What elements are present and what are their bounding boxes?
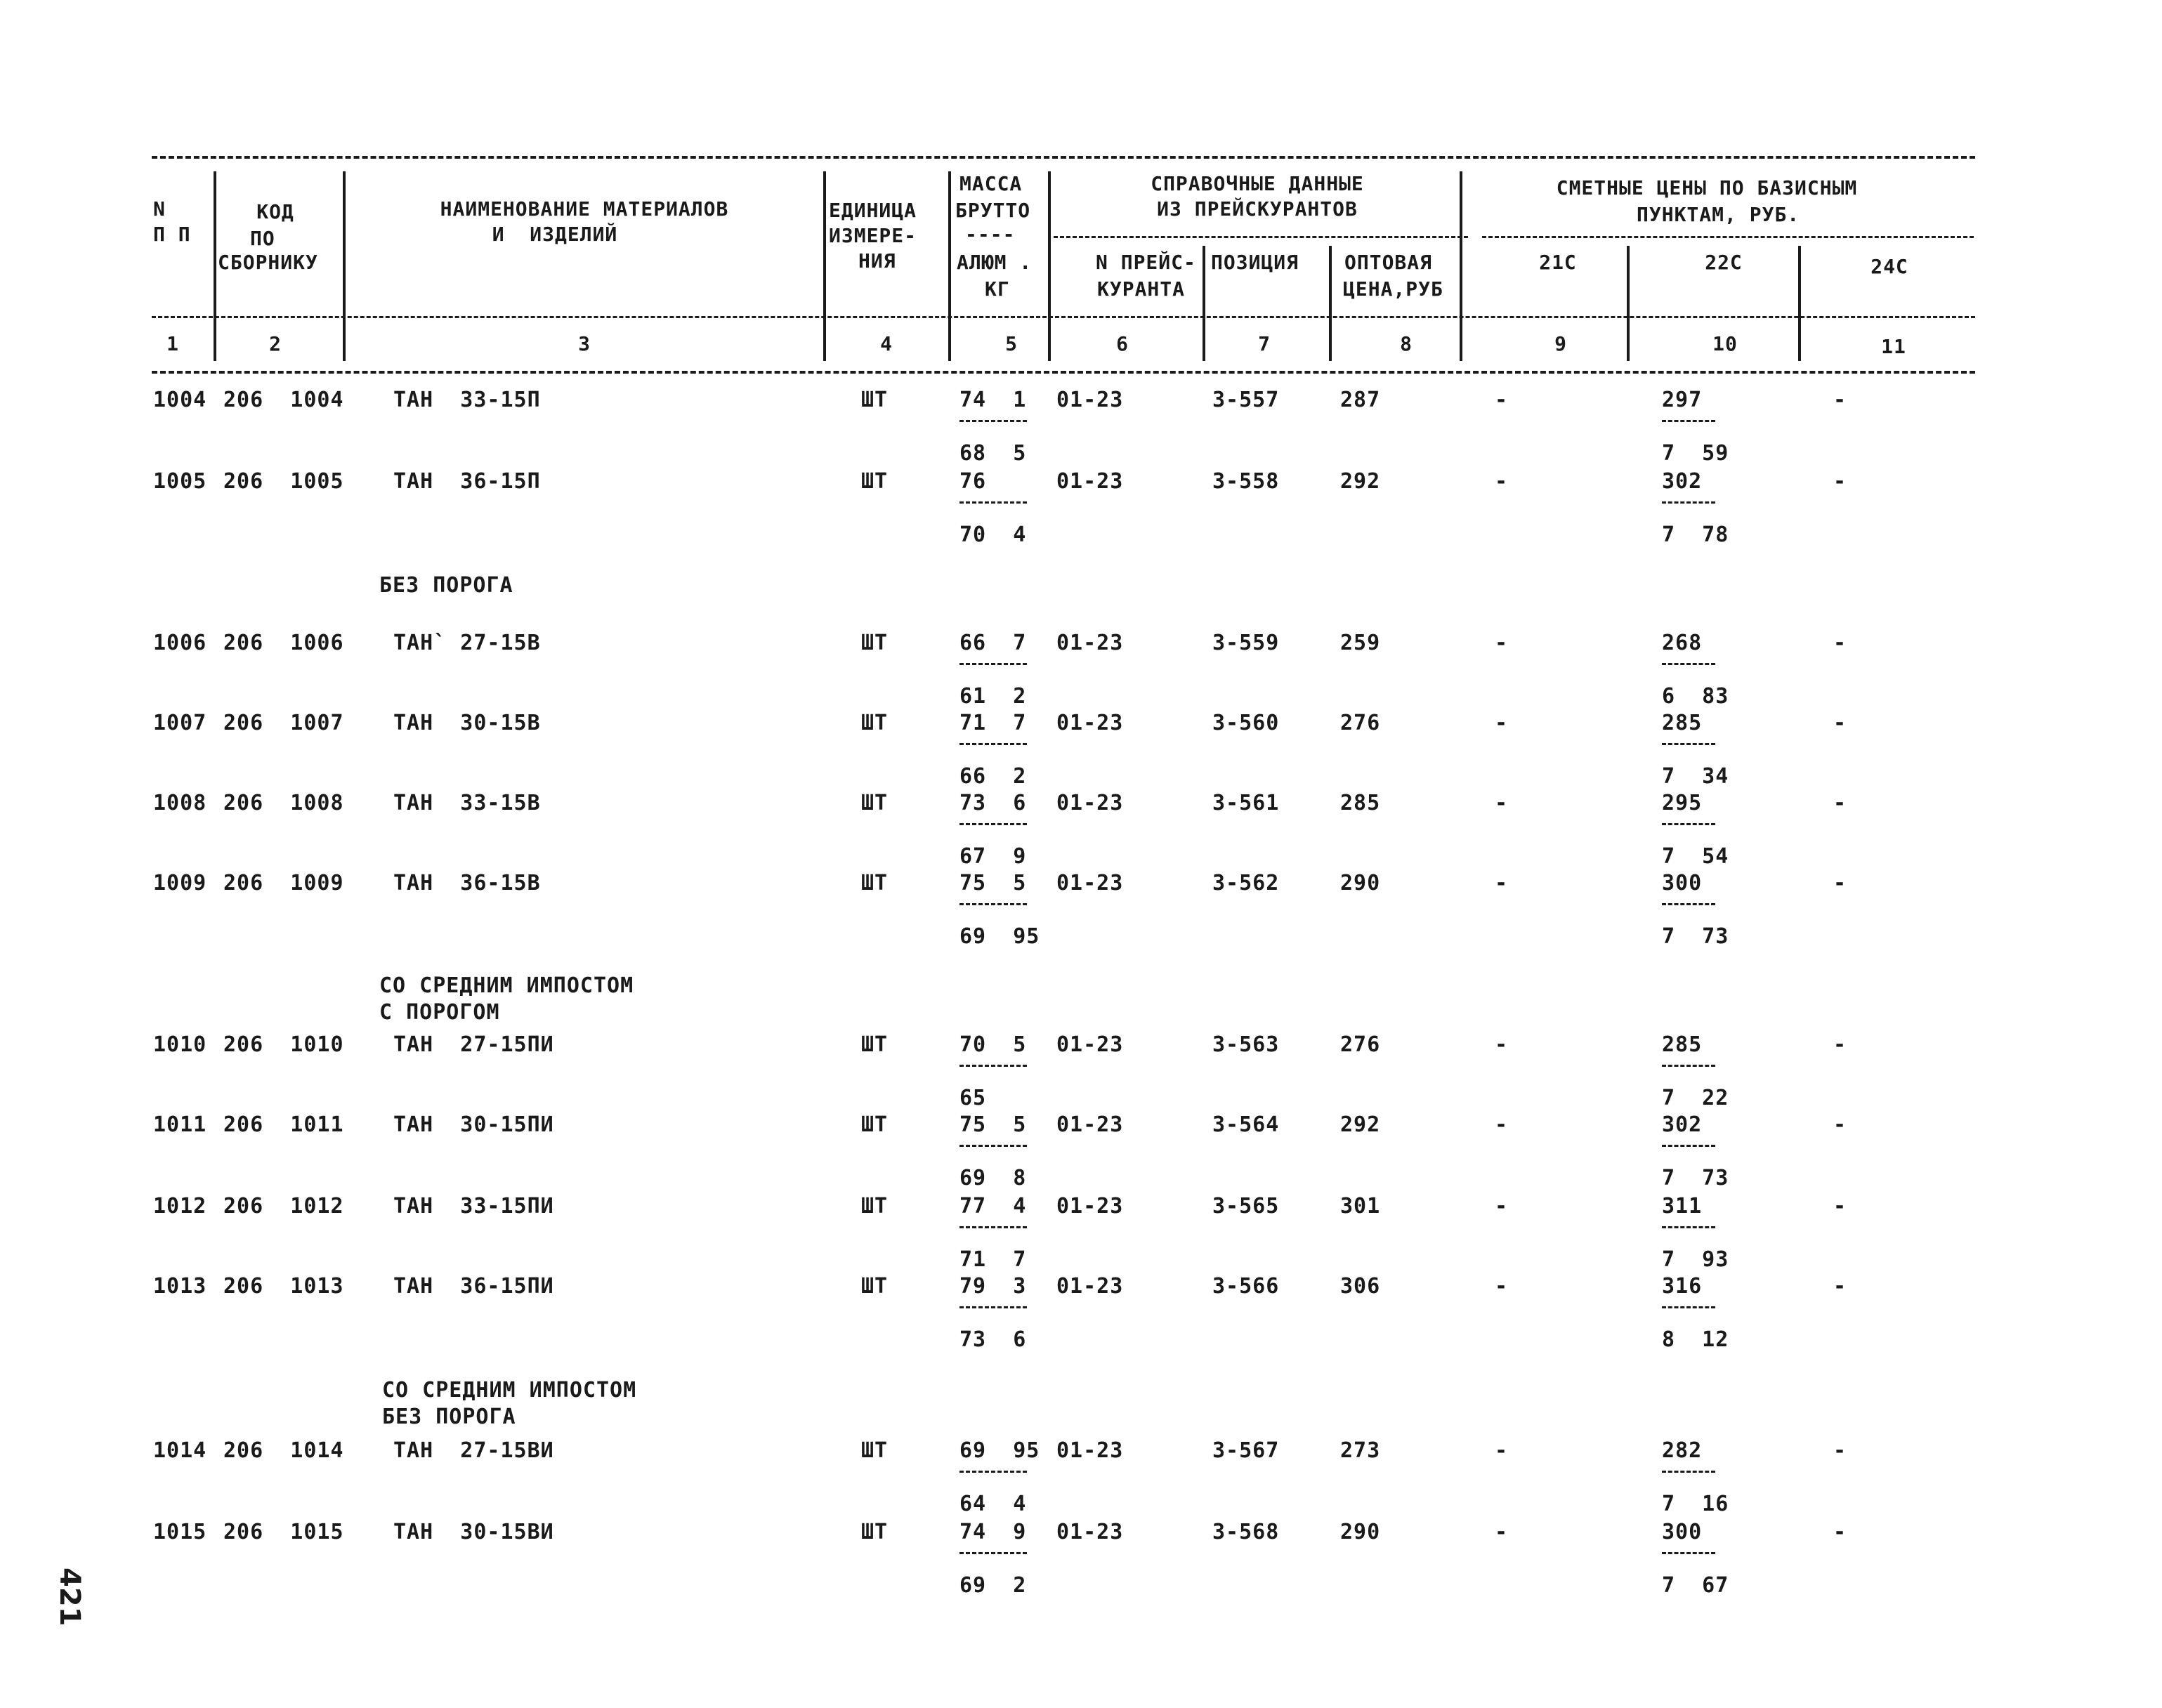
- row-price-22c-lower: 7 22: [1662, 1086, 1729, 1110]
- row-number: 1007: [153, 711, 207, 735]
- row-price-22c: 297: [1662, 388, 1703, 412]
- header-sub-rule-ref: [1054, 236, 1468, 238]
- row-price-22c: 300: [1662, 871, 1703, 895]
- row-mass-gross: 69 95: [959, 1438, 1040, 1463]
- row-name: ТАН 33-15В: [393, 791, 541, 815]
- row-wholesale-price: 306: [1340, 1274, 1381, 1299]
- row-position: 3-568: [1212, 1520, 1280, 1544]
- row-price-22c-lower: 8 12: [1662, 1327, 1729, 1352]
- row-price-24c: -: [1833, 469, 1847, 494]
- row-price-22c-lower: 7 59: [1662, 441, 1729, 466]
- row-position: 3-559: [1212, 631, 1280, 655]
- row-position: 3-565: [1212, 1194, 1280, 1218]
- header-col5-line2: БРУТТО: [955, 199, 1031, 222]
- row-code: 206 1010: [223, 1032, 344, 1057]
- row-price-24c: -: [1833, 631, 1847, 655]
- row-number: 1005: [153, 469, 207, 494]
- mass-fraction-rule: [959, 1306, 1027, 1308]
- row-price-22c: 300: [1662, 1520, 1703, 1544]
- row-unit: ШТ: [861, 871, 889, 895]
- row-price-21c: -: [1495, 711, 1509, 735]
- row-price-24c: -: [1833, 1194, 1847, 1218]
- header-price-group-line1: СМЕТНЫЕ ЦЕНЫ ПО БАЗИСНЫМ: [1556, 176, 1858, 199]
- column-number: 10: [1712, 332, 1738, 355]
- row-number: 1013: [153, 1274, 207, 1299]
- row-price-21c: -: [1495, 871, 1509, 895]
- row-price-list: 01-23: [1056, 1194, 1124, 1218]
- row-mass-aluminium: 69 8: [959, 1166, 1027, 1190]
- row-mass-aluminium: 66 2: [959, 764, 1027, 789]
- col-divider: [1329, 246, 1332, 361]
- price-fraction-rule: [1662, 743, 1715, 745]
- row-name: ТАН 36-15П: [393, 469, 541, 494]
- row-price-22c: 316: [1662, 1274, 1703, 1299]
- row-price-list: 01-23: [1056, 871, 1124, 895]
- col-divider: [1627, 246, 1630, 361]
- row-price-21c: -: [1495, 791, 1509, 815]
- row-name: ТАН 33-15П: [393, 388, 541, 412]
- row-price-22c: 285: [1662, 1032, 1703, 1057]
- row-unit: ШТ: [861, 1112, 889, 1137]
- header-col9: 21С: [1539, 251, 1577, 274]
- row-price-21c: -: [1495, 1520, 1509, 1544]
- price-fraction-rule: [1662, 420, 1715, 422]
- column-number: 11: [1881, 335, 1906, 358]
- row-price-24c: -: [1833, 388, 1847, 412]
- row-position: 3-561: [1212, 791, 1280, 815]
- row-unit: ШТ: [861, 1520, 889, 1544]
- row-number: 1008: [153, 791, 207, 815]
- row-price-list: 01-23: [1056, 1112, 1124, 1137]
- header-col5-line5: КГ: [985, 277, 1010, 301]
- row-wholesale-price: 292: [1340, 1112, 1381, 1137]
- row-price-list: 01-23: [1056, 388, 1124, 412]
- col-divider: [823, 171, 826, 361]
- row-price-24c: -: [1833, 1112, 1847, 1137]
- col-divider: [1203, 246, 1205, 361]
- header-col8-line1: ОПТОВАЯ: [1344, 251, 1433, 274]
- header-col2-line3: СБОРНИКУ: [218, 251, 318, 274]
- col-divider: [1460, 171, 1462, 361]
- row-mass-gross: 76: [959, 469, 987, 494]
- row-mass-aluminium: 73 6: [959, 1327, 1027, 1352]
- row-code: 206 1015: [223, 1520, 344, 1544]
- row-mass-gross: 74 1: [959, 388, 1027, 412]
- row-mass-aluminium: 69 95: [959, 924, 1040, 949]
- row-price-22c: 302: [1662, 1112, 1703, 1137]
- row-position: 3-557: [1212, 388, 1280, 412]
- row-name: ТАН 30-15В: [393, 711, 541, 735]
- row-price-24c: -: [1833, 791, 1847, 815]
- header-col11: 24С: [1871, 255, 1908, 278]
- row-price-24c: -: [1833, 871, 1847, 895]
- mass-fraction-rule: [959, 823, 1027, 825]
- row-wholesale-price: 259: [1340, 631, 1381, 655]
- row-price-21c: -: [1495, 469, 1509, 494]
- row-price-22c-lower: 7 67: [1662, 1573, 1729, 1598]
- col-divider: [948, 171, 951, 361]
- row-number: 1012: [153, 1194, 207, 1218]
- row-mass-aluminium: 65: [959, 1086, 987, 1110]
- price-fraction-rule: [1662, 1145, 1715, 1147]
- mass-fraction-rule: [959, 1065, 1027, 1067]
- row-price-24c: -: [1833, 1520, 1847, 1544]
- row-mass-aluminium: 61 2: [959, 684, 1027, 709]
- row-price-list: 01-23: [1056, 1438, 1124, 1463]
- row-mass-gross: 75 5: [959, 871, 1027, 895]
- price-fraction-rule: [1662, 1226, 1715, 1228]
- row-mass-aluminium: 71 7: [959, 1247, 1027, 1272]
- section-heading: БЕЗ ПОРОГА: [382, 1405, 516, 1429]
- row-code: 206 1009: [223, 871, 344, 895]
- header-col5-line1: МАССА: [959, 172, 1023, 195]
- row-position: 3-562: [1212, 871, 1280, 895]
- row-wholesale-price: 301: [1340, 1194, 1381, 1218]
- row-price-21c: -: [1495, 1274, 1509, 1299]
- row-position: 3-566: [1212, 1274, 1280, 1299]
- row-mass-gross: 70 5: [959, 1032, 1027, 1057]
- row-mass-aluminium: 68 5: [959, 441, 1027, 466]
- row-code: 206 1011: [223, 1112, 344, 1137]
- row-mass-gross: 74 9: [959, 1520, 1027, 1544]
- row-price-22c-lower: 7 16: [1662, 1492, 1729, 1516]
- row-code: 206 1006: [223, 631, 344, 655]
- row-price-21c: -: [1495, 1032, 1509, 1057]
- mass-fraction-rule: [959, 663, 1027, 665]
- col-divider: [343, 171, 346, 361]
- page-number: 421: [53, 1568, 86, 1627]
- row-code: 206 1008: [223, 791, 344, 815]
- row-number: 1006: [153, 631, 207, 655]
- header-col10: 22С: [1705, 251, 1743, 274]
- row-mass-gross: 73 6: [959, 791, 1027, 815]
- row-mass-gross: 79 3: [959, 1274, 1027, 1299]
- row-wholesale-price: 292: [1340, 469, 1381, 494]
- row-price-22c: 311: [1662, 1194, 1703, 1218]
- row-price-21c: -: [1495, 1438, 1509, 1463]
- row-code: 206 1007: [223, 711, 344, 735]
- row-price-list: 01-23: [1056, 1520, 1124, 1544]
- header-col7-line1: ПОЗИЦИЯ: [1211, 251, 1299, 274]
- row-name: ТАН` 27-15В: [393, 631, 541, 655]
- row-wholesale-price: 290: [1340, 871, 1381, 895]
- mass-fraction-rule: [959, 1145, 1027, 1147]
- row-wholesale-price: 276: [1340, 1032, 1381, 1057]
- row-wholesale-price: 276: [1340, 711, 1381, 735]
- row-price-22c-lower: 7 73: [1662, 1166, 1729, 1190]
- row-number: 1015: [153, 1520, 207, 1544]
- header-ref-group-line2: ИЗ ПРЕЙСКУРАНТОВ: [1157, 197, 1358, 221]
- price-fraction-rule: [1662, 1065, 1715, 1067]
- row-price-21c: -: [1495, 388, 1509, 412]
- row-name: ТАН 36-15ПИ: [393, 1274, 554, 1299]
- row-price-list: 01-23: [1056, 631, 1124, 655]
- header-col2-line2: ПО: [250, 227, 275, 250]
- row-number: 1004: [153, 388, 207, 412]
- column-number: 8: [1400, 332, 1413, 355]
- row-mass-gross: 71 7: [959, 711, 1027, 735]
- row-price-22c: 285: [1662, 711, 1703, 735]
- header-col8-line2: ЦЕНА,РУБ: [1343, 277, 1443, 301]
- row-unit: ШТ: [861, 1438, 889, 1463]
- row-price-22c-lower: 7 54: [1662, 844, 1729, 869]
- col-divider: [1798, 246, 1801, 361]
- row-mass-aluminium: 64 4: [959, 1492, 1027, 1516]
- price-fraction-rule: [1662, 1471, 1715, 1473]
- row-price-22c: 282: [1662, 1438, 1703, 1463]
- row-price-22c-lower: 6 83: [1662, 684, 1729, 709]
- header-col3-line2: И ИЗДЕЛИЙ: [492, 223, 618, 246]
- row-price-24c: -: [1833, 711, 1847, 735]
- column-number: 4: [880, 332, 893, 355]
- row-code: 206 1014: [223, 1438, 344, 1463]
- header-col5-line3: ----: [965, 223, 1016, 246]
- row-wholesale-price: 290: [1340, 1520, 1381, 1544]
- header-numbers-rule: [152, 316, 1975, 318]
- col-divider: [1048, 171, 1051, 361]
- row-name: ТАН 30-15ВИ: [393, 1520, 554, 1544]
- header-col4-line2: ИЗМЕРЕ-: [829, 224, 917, 247]
- header-col3-line1: НАИМЕНОВАНИЕ МАТЕРИАЛОВ: [440, 197, 729, 221]
- row-wholesale-price: 285: [1340, 791, 1381, 815]
- header-col4-line1: ЕДИНИЦА: [829, 199, 917, 222]
- section-heading: БЕЗ ПОРОГА: [379, 573, 513, 598]
- row-unit: ШТ: [861, 1032, 889, 1057]
- header-col1-line1: N: [153, 197, 166, 221]
- mass-fraction-rule: [959, 1552, 1027, 1554]
- row-price-22c-lower: 7 93: [1662, 1247, 1729, 1272]
- column-number: 2: [269, 332, 282, 355]
- row-price-list: 01-23: [1056, 1032, 1124, 1057]
- header-price-group-line2: ПУНКТАМ, РУБ.: [1637, 203, 1800, 226]
- row-number: 1011: [153, 1112, 207, 1137]
- row-price-24c: -: [1833, 1032, 1847, 1057]
- price-fraction-rule: [1662, 1306, 1715, 1308]
- row-mass-aluminium: 67 9: [959, 844, 1027, 869]
- row-price-list: 01-23: [1056, 791, 1124, 815]
- row-position: 3-567: [1212, 1438, 1280, 1463]
- row-mass-gross: 77 4: [959, 1194, 1027, 1218]
- row-code: 206 1004: [223, 388, 344, 412]
- row-price-list: 01-23: [1056, 1274, 1124, 1299]
- row-number: 1009: [153, 871, 207, 895]
- price-fraction-rule: [1662, 1552, 1715, 1554]
- row-number: 1014: [153, 1438, 207, 1463]
- row-price-22c-lower: 7 34: [1662, 764, 1729, 789]
- price-fraction-rule: [1662, 823, 1715, 825]
- row-price-list: 01-23: [1056, 711, 1124, 735]
- row-position: 3-563: [1212, 1032, 1280, 1057]
- row-price-22c-lower: 7 73: [1662, 924, 1729, 949]
- row-name: ТАН 30-15ПИ: [393, 1112, 554, 1137]
- row-unit: ШТ: [861, 711, 889, 735]
- mass-fraction-rule: [959, 1471, 1027, 1473]
- row-wholesale-price: 287: [1340, 388, 1381, 412]
- row-code: 206 1005: [223, 469, 344, 494]
- row-unit: ШТ: [861, 469, 889, 494]
- header-sub-rule-prices: [1482, 236, 1974, 238]
- section-heading: СО СРЕДНИМ ИМПОСТОМ: [379, 973, 634, 998]
- row-name: ТАН 27-15ПИ: [393, 1032, 554, 1057]
- column-number: 3: [578, 332, 591, 355]
- row-position: 3-564: [1212, 1112, 1280, 1137]
- header-ref-group-line1: СПРАВОЧНЫЕ ДАННЫЕ: [1151, 172, 1364, 195]
- table-top-rule: [152, 156, 1975, 159]
- row-code: 206 1012: [223, 1194, 344, 1218]
- row-price-21c: -: [1495, 631, 1509, 655]
- price-fraction-rule: [1662, 663, 1715, 665]
- section-heading: СО СРЕДНИМ ИМПОСТОМ: [382, 1378, 637, 1402]
- row-wholesale-price: 273: [1340, 1438, 1381, 1463]
- column-number: 7: [1258, 332, 1271, 355]
- mass-fraction-rule: [959, 903, 1027, 905]
- mass-fraction-rule: [959, 743, 1027, 745]
- column-number: 5: [1005, 332, 1018, 355]
- row-mass-gross: 66 7: [959, 631, 1027, 655]
- header-bottom-rule: [152, 371, 1975, 374]
- mass-fraction-rule: [959, 501, 1027, 504]
- column-number: 1: [166, 332, 179, 355]
- mass-fraction-rule: [959, 420, 1027, 422]
- header-col5-line4: АЛЮМ .: [957, 251, 1033, 274]
- column-number: 6: [1116, 332, 1129, 355]
- row-mass-gross: 75 5: [959, 1112, 1027, 1137]
- row-number: 1010: [153, 1032, 207, 1057]
- column-number: 9: [1554, 332, 1567, 355]
- row-unit: ШТ: [861, 631, 889, 655]
- price-fraction-rule: [1662, 501, 1715, 504]
- row-price-24c: -: [1833, 1274, 1847, 1299]
- row-position: 3-558: [1212, 469, 1280, 494]
- section-heading: С ПОРОГОМ: [379, 1000, 500, 1025]
- row-name: ТАН 27-15ВИ: [393, 1438, 554, 1463]
- row-mass-aluminium: 70 4: [959, 523, 1027, 547]
- header-col6-line2: КУРАНТА: [1097, 277, 1186, 301]
- row-name: ТАН 36-15В: [393, 871, 541, 895]
- row-name: ТАН 33-15ПИ: [393, 1194, 554, 1218]
- row-price-list: 01-23: [1056, 469, 1124, 494]
- row-price-24c: -: [1833, 1438, 1847, 1463]
- header-col2-line1: КОД: [256, 200, 294, 223]
- row-price-21c: -: [1495, 1112, 1509, 1137]
- price-fraction-rule: [1662, 903, 1715, 905]
- row-mass-aluminium: 69 2: [959, 1573, 1027, 1598]
- row-code: 206 1013: [223, 1274, 344, 1299]
- row-unit: ШТ: [861, 1194, 889, 1218]
- row-price-22c: 295: [1662, 791, 1703, 815]
- row-price-22c-lower: 7 78: [1662, 523, 1729, 547]
- row-unit: ШТ: [861, 1274, 889, 1299]
- row-position: 3-560: [1212, 711, 1280, 735]
- row-price-21c: -: [1495, 1194, 1509, 1218]
- mass-fraction-rule: [959, 1226, 1027, 1228]
- row-unit: ШТ: [861, 388, 889, 412]
- header-col1-line2: П П: [153, 223, 191, 246]
- row-price-22c: 268: [1662, 631, 1703, 655]
- header-col4-line3: НИЯ: [858, 249, 896, 272]
- col-divider: [214, 171, 216, 361]
- header-col6-line1: N ПРЕЙС-: [1096, 251, 1196, 274]
- row-price-22c: 302: [1662, 469, 1703, 494]
- row-unit: ШТ: [861, 791, 889, 815]
